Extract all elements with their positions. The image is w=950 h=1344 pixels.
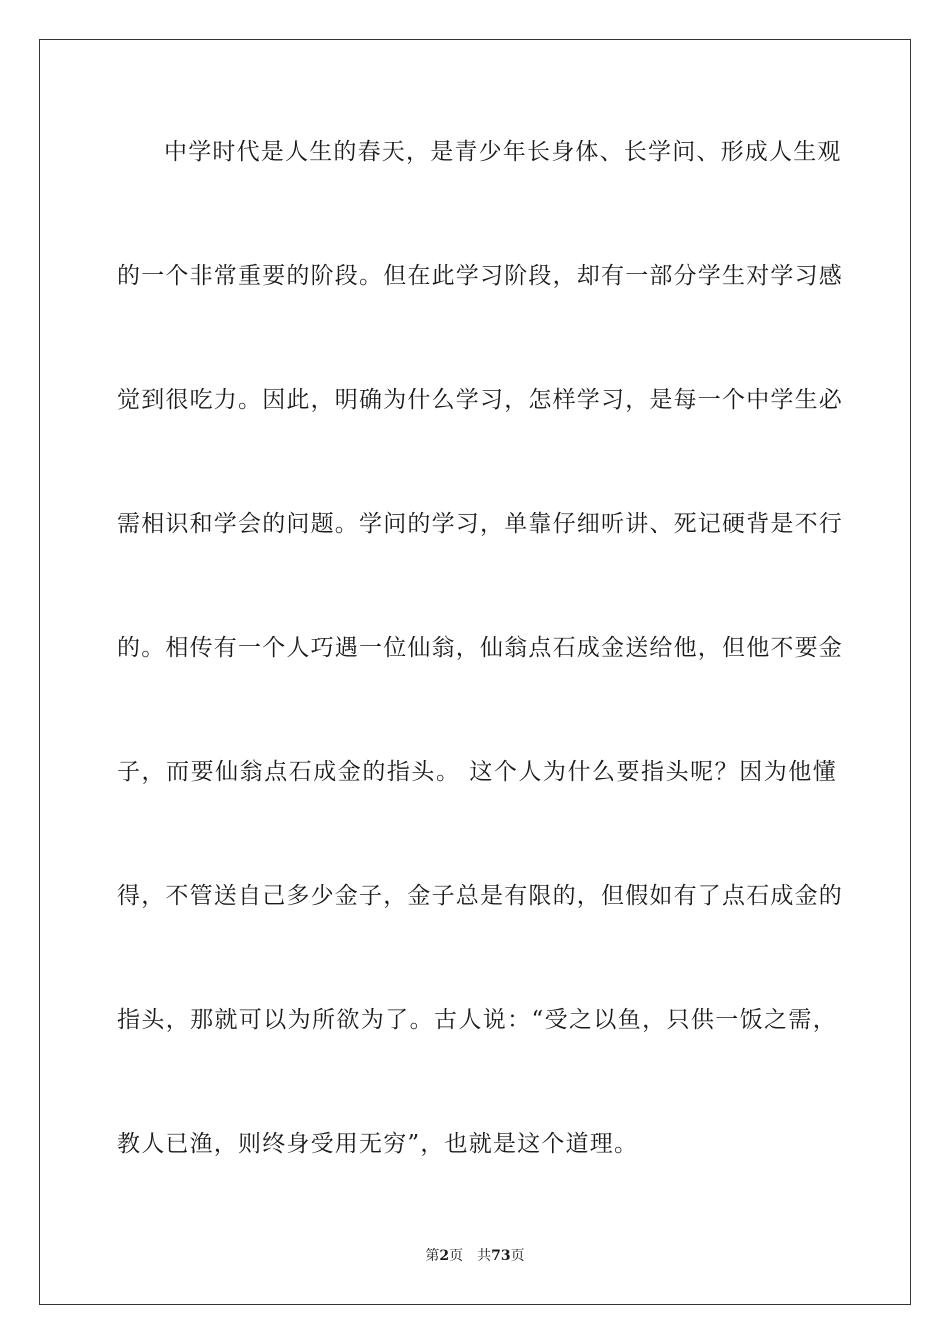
footer-total-suffix: 页: [510, 1248, 525, 1264]
footer-page-prefix: 第: [425, 1248, 440, 1264]
page-border: [39, 39, 911, 1305]
footer-total-pages: 73: [491, 1248, 511, 1264]
paragraph-line-8: 指头，那就可以为所欲为了。古人说：“受之以鱼，只供一饭之需，: [117, 1007, 837, 1033]
paragraph-line-4: 需相识和学会的问题。学问的学习，单靠仔细听讲、死记硬背是不行: [117, 511, 843, 537]
paragraph-line-9: 教人已渔，则终身受用无穷”，也就是这个道理。: [117, 1131, 639, 1157]
paragraph-line-6: 子，而要仙翁点石成金的指头。 这个人为什么要指头呢？因为他懂: [117, 759, 837, 785]
page-footer: [0, 1247, 950, 1265]
paragraph-line-5: 的。相传有一个人巧遇一位仙翁，仙翁点石成金送给他，但他不要金: [117, 635, 843, 661]
paragraph-line-2: 的一个非常重要的阶段。但在此学习阶段，却有一部分学生对学习感: [117, 263, 843, 289]
footer-page-number: 2: [439, 1248, 450, 1264]
paragraph-line-1: 中学时代是人生的春天，是青少年长身体、长学问、形成人生观: [164, 139, 842, 165]
footer-page-suffix: 页: [449, 1248, 464, 1264]
paragraph-line-7: 得，不管送自己多少金子，金子总是有限的，但假如有了点石成金的: [117, 883, 843, 909]
footer-total-prefix: 共: [477, 1248, 492, 1264]
paragraph-line-3: 觉到很吃力。因此，明确为什么学习，怎样学习，是每一个中学生必: [117, 387, 843, 413]
